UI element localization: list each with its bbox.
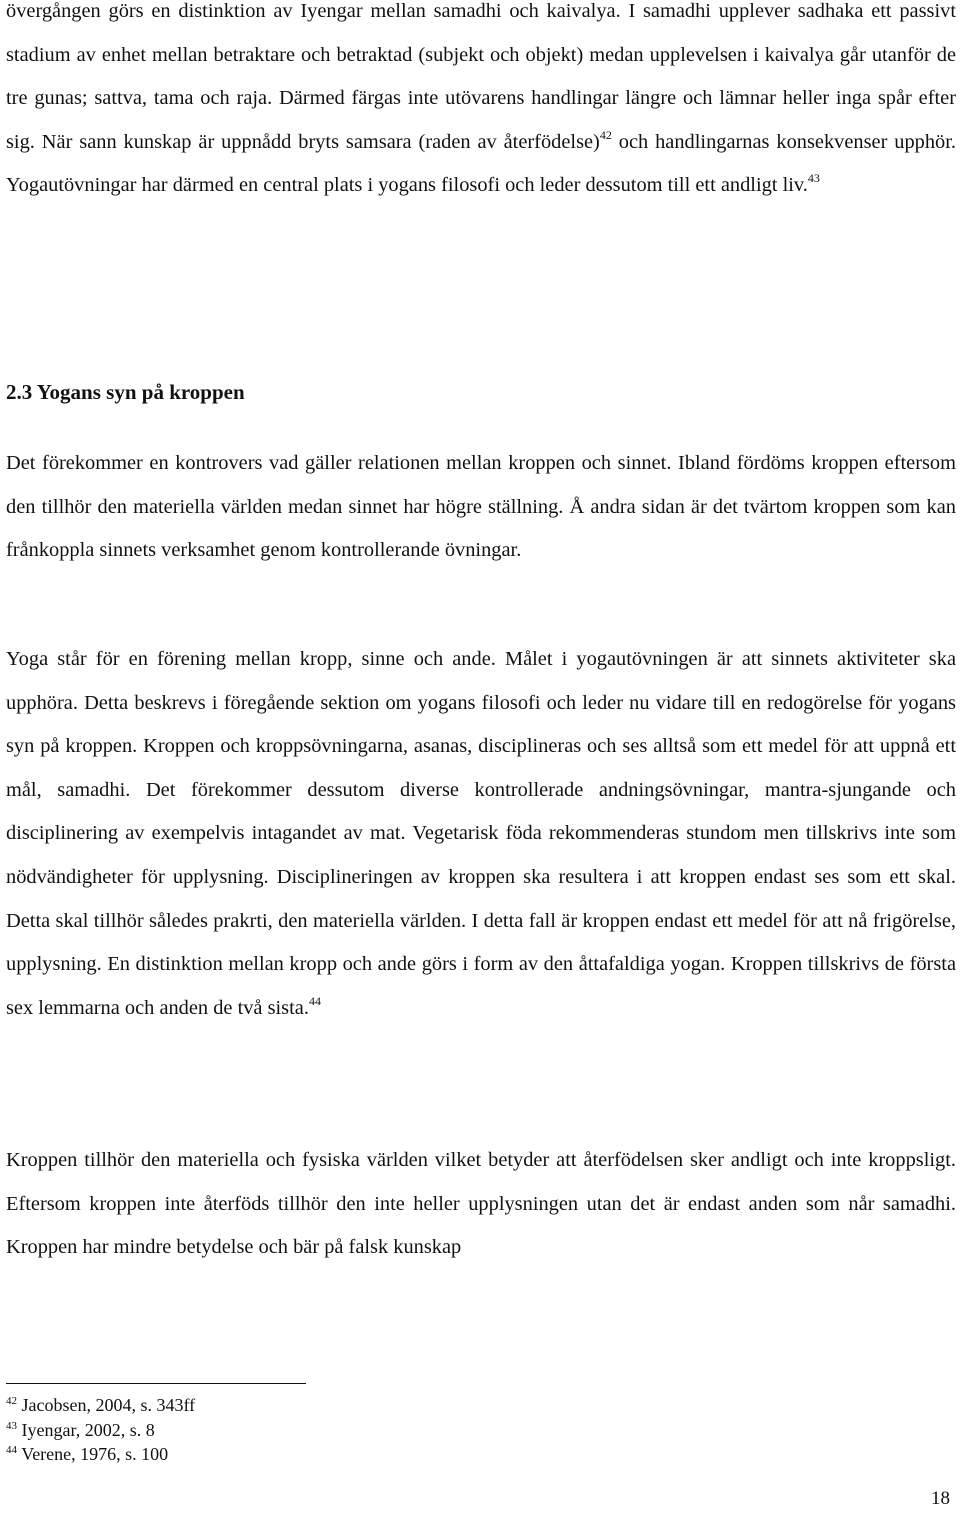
page-number: 18 xyxy=(931,1488,950,1509)
footnote-divider xyxy=(6,1383,306,1384)
footnote-number: 43 xyxy=(6,1419,17,1432)
footnote-number: 42 xyxy=(6,1395,17,1407)
footnote-text: Iyengar, 2002, s. 8 xyxy=(21,1419,155,1440)
footnote-number: 44 xyxy=(6,1444,17,1456)
footnote-text: Jacobsen, 2004, s. 343ff xyxy=(21,1395,196,1415)
footnote-ref-44[interactable]: 44 xyxy=(308,993,321,1008)
paragraph-text: Yoga står för en förening mellan kropp, sinne och ande. Målet i yogautövningen är att sinnets aktiviteter ska upphöra. Detta beskrevs i föregående sektion om yogans filosofi och leder nu vidare till en redogörelse för yogans syn på kroppen. Kroppen och kroppsövningarna, asanas, disciplineras och ses alltså som ett medel för att uppnå ett mål, samadhi. Det förekommer dessutom diverse kontrollerade andningsövningar, mantra-sjungande och disciplinering av exempelvis intagandet av mat. Vegetarisk föda rekommenderas stundom men tillskrivs inte som nödvändigheter för upplysning. Disciplineringen av kroppen ska resultera i att kroppen endast ses som ett skal. Detta skal tillhör således prakrti, den materiella världen. I detta fall är kroppen endast ett medel för att nå frigörelse, upplysning. En distinktion mellan kropp och ande görs i form av den åttafaldiga yogan. Kroppen tillskrivs de första sex lemmarna och anden de två sista. xyxy=(6,648,956,1019)
footnotes xyxy=(6,1393,195,1467)
paragraph-yoga-union xyxy=(6,638,956,1030)
footnote-ref-42[interactable]: 42 xyxy=(599,127,612,142)
paragraph-material-body: Kroppen tillhör den materiella och fysiska världen vilket betyder att återfödelsen sker andligt och inte kroppsligt. Eftersom kroppen inte återföds tillhör den inte heller upplysningen utan det är endast anden som når samadhi. Kroppen har mindre betydelse och bär på falsk kunskap xyxy=(6,1149,956,1259)
paragraph-text: och handlingarnas konsekvenser upphör. Yogautövningar har därmed en central plats i yogans filosofi och leder dessutom till ett andligt liv. xyxy=(6,130,956,197)
paragraph-controversy: Det förekommer en kontrovers vad gäller relationen mellan kroppen och sinnet. Ibland fördöms kroppen eftersom den tillhör den materiella världen medan sinnet har högre ställning. Å andra sidan är det tvärtom kroppen som kan frånkoppla sinnets verksamhet genom kontrollerande övningar. xyxy=(6,452,956,562)
footnote-item xyxy=(6,1393,195,1418)
section-heading: 2.3 Yogans syn på kroppen xyxy=(6,380,245,404)
footnote-item xyxy=(6,1442,195,1467)
footnote-ref-43[interactable]: 43 xyxy=(807,171,820,186)
paragraph-kaivalya xyxy=(6,0,956,208)
footnote-text: Verene, 1976, s. 100 xyxy=(21,1444,169,1464)
paragraph-text: övergången görs en distinktion av Iyengar mellan samadhi och kaivalya. I samadhi upplever sadhaka ett passivt stadium av enhet mellan betraktare och betraktad (subjekt och objekt) medan upplevelsen i kaivalya går utanför de tre gunas; sattva, tama och raja. Därmed färgas inte utövarens handlingar längre och lämnar heller inga spår efter sig. När sann kunskap är uppnådd bryts samsara (raden av återfödelse) xyxy=(6,0,956,153)
footnote-item xyxy=(6,1418,195,1443)
